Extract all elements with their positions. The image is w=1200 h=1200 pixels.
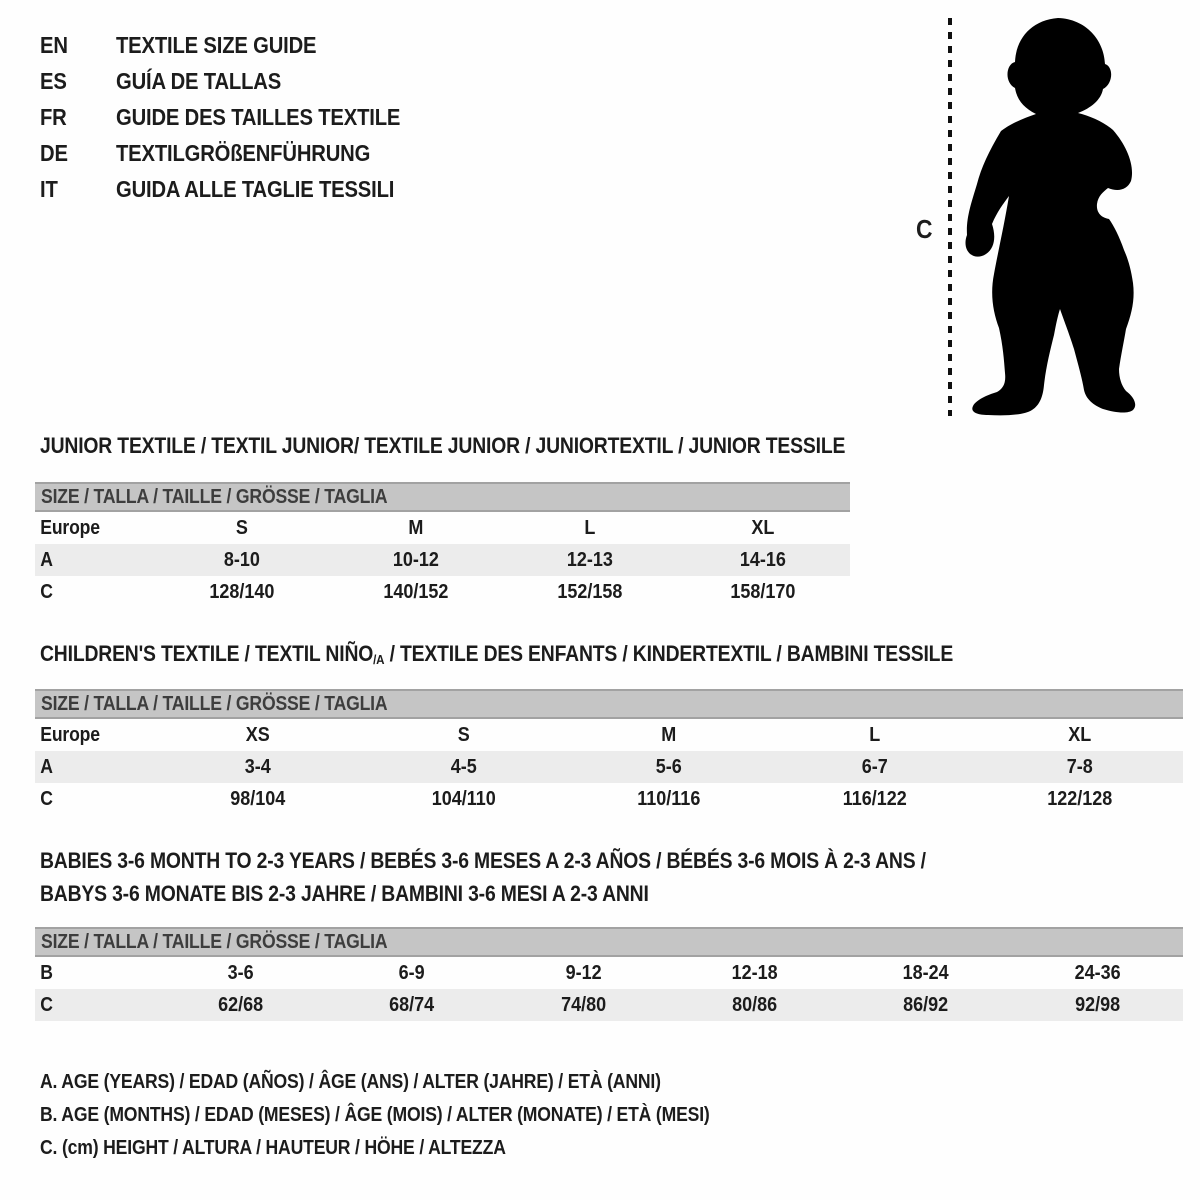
table-row [35,957,1183,989]
table-cell: S [457,723,470,746]
language-code: ES [40,67,67,94]
table-cell: 10-12 [392,548,439,571]
toddler-silhouette-icon [958,12,1144,420]
babies-title-line1-text: BABIES 3-6 MONTH TO 2-3 YEARS / BEBÉS 3-6 MESES A 2-3 AÑOS / BÉBÉS 3-6 MOIS À 2-3 ANS / [40,848,926,873]
table-cell: 74/80 [560,993,606,1016]
size-header-label: SIZE / TALLA / TAILLE / GRÖSSE / TAGLIA [41,485,388,508]
table-cell: 122/128 [1047,787,1113,810]
row-label: C [40,787,53,810]
table-cell: 12-13 [566,548,613,571]
legend-line-c-text: C. (cm) HEIGHT / ALTURA / HAUTEUR / HÖHE / ALTEZZA [40,1137,506,1159]
table-cell: 24-36 [1074,961,1121,984]
row-label: A [40,755,53,778]
table-cell: XL [751,516,775,539]
children-title-subscript: /A [373,652,385,667]
children-section-title [40,642,1078,669]
table-row [35,512,850,544]
language-code: DE [40,139,68,166]
table-cell: 128/140 [209,580,275,603]
language-code: FR [40,103,67,130]
table-cell: 3-4 [244,755,271,778]
language-label: TEXTILE SIZE GUIDE [116,31,317,58]
row-label: Europe [40,723,100,746]
language-label: GUIDE DES TAILLES TEXTILE [116,103,401,130]
language-row [40,99,439,135]
size-header-label: SIZE / TALLA / TAILLE / GRÖSSE / TAGLIA [41,692,388,715]
legend-line-b-text: B. AGE (MONTHS) / EDAD (MESES) / ÂGE (MOIS) / ALTER (MONATE) / ETÀ (MESI) [40,1104,710,1126]
babies-title-line2-text: BABYS 3-6 MONATE BIS 2-3 JAHRE / BAMBINI 3-6 MESI A 2-3 ANNI [40,881,649,906]
table-cell: 8-10 [223,548,260,571]
table-cell: 4-5 [450,755,477,778]
table-cell: 86/92 [903,993,949,1016]
table-cell: M [408,516,424,539]
language-row [40,171,439,207]
table-cell: 9-12 [565,961,602,984]
children-size-table [35,689,1183,815]
babies-size-table [35,927,1183,1021]
junior-size-table [35,482,850,608]
language-row [40,27,439,63]
language-list [40,27,439,207]
height-measure-dashed-line [948,18,952,416]
table-cell: S [235,516,248,539]
row-label: B [40,961,53,984]
table-row [35,576,850,608]
height-measure-letter: C [916,214,933,244]
size-header-label: SIZE / TALLA / TAILLE / GRÖSSE / TAGLIA [41,930,388,953]
language-label: GUÍA DE TALLAS [116,67,282,94]
table-cell: 80/86 [732,993,778,1016]
row-label: A [40,548,53,571]
language-label: TEXTILGRÖßENFÜHRUNG [116,139,371,166]
children-size-header-bar [35,689,1183,719]
table-cell: 6-7 [861,755,888,778]
language-code: EN [40,31,68,58]
legend-line-c [40,1132,801,1165]
table-row [35,989,1183,1021]
junior-section-title-text: JUNIOR TEXTILE / TEXTIL JUNIOR/ TEXTILE JUNIOR / JUNIORTEXTIL / JUNIOR TESSILE [40,433,846,458]
table-cell: 7-8 [1067,755,1094,778]
table-cell: XS [245,723,270,746]
table-cell: 6-9 [398,961,425,984]
table-row [35,783,1183,815]
row-label: C [40,580,53,603]
table-cell: 152/158 [556,580,622,603]
children-section-title-text [40,642,953,669]
row-label: C [40,993,53,1016]
table-cell: 158/170 [730,580,796,603]
language-label: GUIDA ALLE TAGLIE TESSILI [116,175,395,202]
table-row [35,719,1183,751]
table-cell: 110/116 [637,787,701,810]
table-cell: 92/98 [1074,993,1120,1016]
junior-section-title [40,434,955,458]
table-cell: L [869,723,881,746]
table-row [35,751,1183,783]
table-cell: 18-24 [902,961,949,984]
table-cell: 14-16 [740,548,787,571]
table-cell: 62/68 [218,993,264,1016]
babies-size-header-bar [35,927,1183,957]
language-row [40,63,439,99]
table-cell: L [583,516,595,539]
babies-table-rows [35,957,1183,1021]
legend-line-b [40,1099,801,1132]
children-table-rows [35,719,1183,815]
toddler-silhouette-path [965,18,1135,415]
legend [40,1066,801,1165]
table-cell: 140/152 [383,580,449,603]
table-cell: 5-6 [655,755,682,778]
table-cell: 3-6 [227,961,254,984]
table-cell: 12-18 [731,961,778,984]
table-cell: 104/110 [431,787,496,810]
table-cell: XL [1068,723,1092,746]
children-title-post: / TEXTILE DES ENFANTS / KINDERTEXTIL / BAMBINI TESSILE [384,641,954,666]
babies-section-title-line2 [40,882,732,906]
table-cell: M [661,723,677,746]
children-title-pre: CHILDREN'S TEXTILE / TEXTIL NIÑO [40,641,374,666]
babies-section-title-line1 [40,849,1047,873]
table-cell: 116/122 [842,787,907,810]
legend-line-a [40,1066,801,1099]
language-row [40,135,439,171]
table-row [35,544,850,576]
legend-line-a-text: A. AGE (YEARS) / EDAD (AÑOS) / ÂGE (ANS) / ALTER (JAHRE) / ETÀ (ANNI) [40,1071,661,1093]
language-code: IT [40,175,58,202]
table-cell: 98/104 [230,787,286,810]
junior-table-rows [35,512,850,608]
junior-size-header-bar [35,482,850,512]
row-label: Europe [40,516,100,539]
height-measure-label [916,214,935,245]
table-cell: 68/74 [389,993,435,1016]
